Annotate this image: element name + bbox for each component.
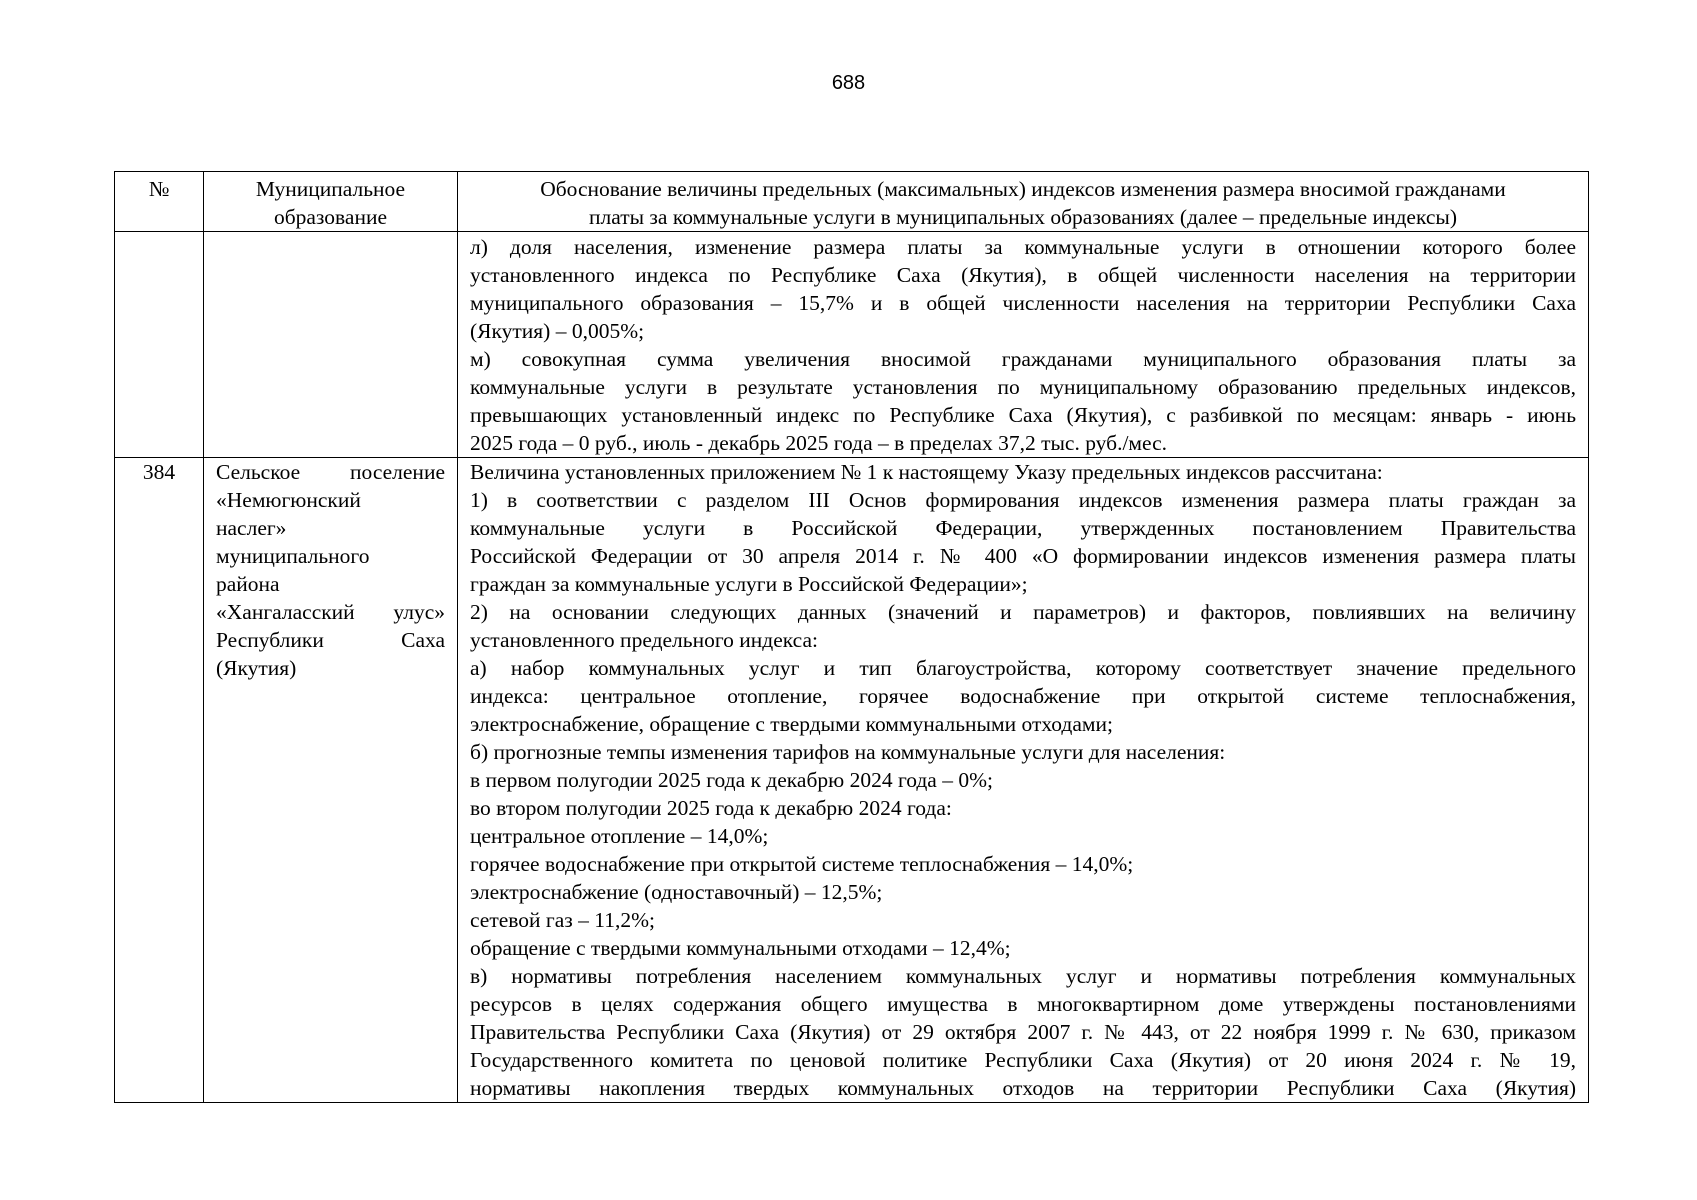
justification-text-line: а) набор коммунальных услуг и тип благоустройства, которому соответствует значение предельного	[470, 656, 1576, 680]
cell-row-number	[115, 458, 204, 1103]
justification-text-line: установленного индекса по Республике Саха (Якутия), в общей численности населения на территории	[470, 263, 1576, 287]
justification-text-line: Государственного комитета по ценовой политике Республики Саха (Якутия) от 20 июня 2024 г. № 19,	[470, 1048, 1576, 1072]
cell-justification	[458, 458, 1589, 1103]
justification-text-line: электроснабжение (одноставочный) – 12,5%;	[470, 880, 883, 904]
justification-text-line: индекса: центральное отопление, горячее водоснабжение при открытой системе теплоснабжения,	[470, 684, 1576, 708]
header-number-label: №	[148, 177, 170, 201]
municipality-name-line: Республики Саха	[216, 628, 445, 652]
table-row-384	[115, 458, 1589, 1103]
justification-text-line: горячее водоснабжение при открытой системе теплоснабжения – 14,0%;	[470, 852, 1134, 876]
justification-text-line: коммунальные услуги в Российской Федерации, утвержденных постановлением Правительства	[470, 516, 1576, 540]
municipality-name-line: (Якутия)	[216, 656, 297, 680]
municipality-name-line: муниципального	[216, 544, 370, 568]
header-municipality-line: Муниципальное	[255, 177, 406, 201]
municipality-name-line: наслег»	[216, 516, 287, 540]
cell-municipality-empty	[204, 232, 458, 458]
row-number: 384	[142, 460, 176, 484]
justification-text-line: Величина установленных приложением № 1 к настоящему Указу предельных индексов рассчитана:	[470, 460, 1383, 484]
municipality-name-line: «Немюгюнский	[216, 488, 361, 512]
cell-municipality-name	[204, 458, 458, 1103]
header-municipality	[204, 172, 458, 232]
table-row-continuation	[115, 232, 1589, 458]
header-justification	[458, 172, 1589, 232]
justification-text-line: м) совокупная сумма увеличения вносимой гражданами муниципального образования платы за	[470, 347, 1576, 371]
table-header-row	[115, 172, 1589, 232]
justification-text-line: б) прогнозные темпы изменения тарифов на коммунальные услуги для населения:	[470, 740, 1226, 764]
header-municipality-line: образование	[273, 205, 388, 229]
justification-text-line: во втором полугодии 2025 года к декабрю 2024 года:	[470, 796, 952, 820]
justification-text-line: нормативы накопления твердых коммунальных отходов на территории Республики Саха (Якутия)	[470, 1076, 1576, 1100]
justification-text-line: превышающих установленный индекс по Республике Саха (Якутия), с разбивкой по месяцам: январь - июнь	[470, 403, 1576, 427]
justification-text-line: центральное отопление – 14,0%;	[470, 824, 769, 848]
page-number: 688	[831, 72, 866, 94]
justification-text-line: электроснабжение, обращение с твердыми коммунальными отходами;	[470, 712, 1113, 736]
justification-text-line: ресурсов в целях содержания общего имущества в многоквартирном доме утверждены постановлениями	[470, 992, 1576, 1016]
justification-text-line: 2025 года – 0 руб., июль - декабрь 2025 года – в пределах 37,2 тыс. руб./мес.	[470, 431, 1168, 455]
justification-text-line: л) доля населения, изменение размера платы за коммунальные услуги в отношении которого более	[470, 235, 1576, 259]
justification-text-line: Правительства Республики Саха (Якутия) от 29 октября 2007 г. № 443, от 22 ноября 1999 г. № 630, приказом	[470, 1020, 1576, 1044]
municipality-name-line: «Хангаласский улус»	[216, 600, 445, 624]
header-number	[115, 172, 204, 232]
justification-text-line: обращение с твердыми коммунальными отходами – 12,4%;	[470, 936, 1011, 960]
justification-text-line: (Якутия) – 0,005%;	[470, 319, 645, 343]
cell-justification-continuation	[458, 232, 1589, 458]
municipality-name-line: Сельское поселение	[216, 460, 445, 484]
header-justification-line: платы за коммунальные услуги в муниципальных образованиях (далее – предельные индексы)	[589, 205, 1457, 229]
justification-text-line: Российской Федерации от 30 апреля 2014 г. № 400 «О формировании индексов изменения размера платы	[470, 544, 1576, 568]
justification-text-line: установленного предельного индекса:	[470, 628, 818, 652]
justification-text-line: 2) на основании следующих данных (значений и параметров) и факторов, повлиявших на величину	[470, 600, 1576, 624]
cell-number-empty	[115, 232, 204, 458]
justification-text-line: 1) в соответствии с разделом III Основ формирования индексов изменения размера платы граждан за	[470, 488, 1576, 512]
tariff-index-table	[114, 171, 1589, 1103]
justification-text-line: в первом полугодии 2025 года к декабрю 2024 года – 0%;	[470, 768, 993, 792]
justification-text-line: муниципального образования – 15,7% и в общей численности населения на территории Республики Саха	[470, 291, 1576, 315]
justification-text-line: сетевой газ – 11,2%;	[470, 908, 655, 932]
justification-text-line: в) нормативы потребления населением коммунальных услуг и нормативы потребления коммунальных	[470, 964, 1576, 988]
justification-text-line: коммунальные услуги в результате установления по муниципальному образованию предельных индексов,	[470, 375, 1576, 399]
municipality-name-line: района	[216, 572, 280, 596]
justification-text-line: граждан за коммунальные услуги в Российской Федерации»;	[470, 572, 1028, 596]
header-justification-line: Обоснование величины предельных (максимальных) индексов изменения размера вносимой гражданами	[540, 177, 1506, 201]
